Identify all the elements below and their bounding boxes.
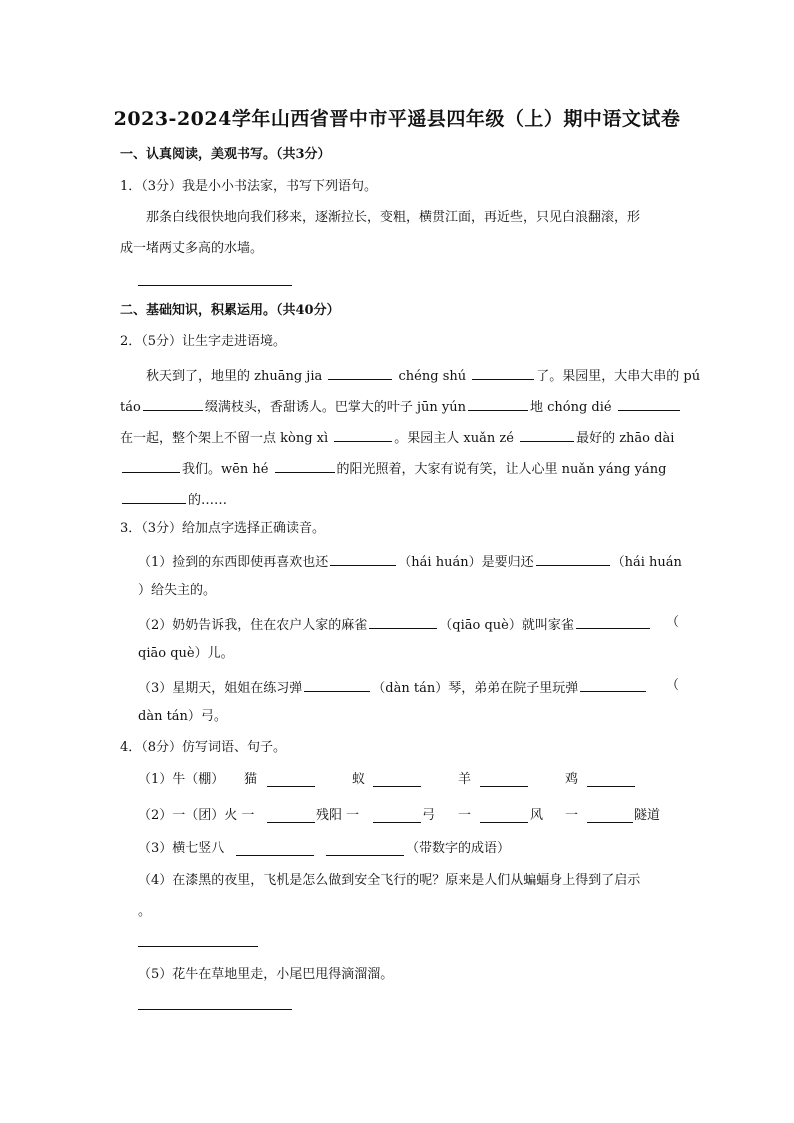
- q2-text: 最好的 zhāo dài: [576, 431, 675, 446]
- blank-que1[interactable]: [369, 614, 437, 629]
- q4-r1-cat: 猫: [244, 772, 258, 787]
- blank-tan2[interactable]: [580, 677, 646, 692]
- blank-yi3[interactable]: [480, 822, 528, 823]
- q4-r4-line1: （4）在漆黑的夜里，飞机是怎么做到安全飞行的呢？原来是人们从蝙蝠身上得到了启示: [138, 873, 641, 888]
- blank-sheep[interactable]: [480, 786, 528, 787]
- q3-text: （hái huán: [611, 555, 682, 570]
- q3-s1-line1: [138, 551, 682, 572]
- q2-stem: 2．（5分）让生字走进语境。: [120, 334, 287, 349]
- section-1-heading: 一、认真阅读，美观书写。（共3分）: [120, 147, 331, 162]
- q3-text: （3）星期天，姐姐在练习弹: [138, 681, 303, 696]
- q2-text: 在一起，整个架上不留一点 kòng xì: [120, 431, 329, 446]
- blank-chengshu[interactable]: [472, 365, 534, 380]
- blank-idiom2[interactable]: [326, 855, 404, 856]
- q2-line3: [120, 427, 674, 448]
- q2-text: 缀满枝头，香甜诱人。巴掌大的叶子 jūn yún: [204, 400, 466, 415]
- blank-zhaodai[interactable]: [122, 458, 180, 473]
- q2-text: 。果园主人 xuǎn zé: [394, 431, 514, 446]
- q2-line4: [120, 458, 666, 479]
- q3-text: （1）捡到的东西即使再喜欢也还: [138, 555, 329, 570]
- blank-ant[interactable]: [373, 786, 421, 787]
- blank-cat[interactable]: [267, 786, 315, 787]
- q4-r1-label: （1）牛（棚）: [138, 772, 225, 787]
- blank-xuanze[interactable]: [520, 427, 574, 442]
- blank-zhuangjia[interactable]: [328, 365, 392, 380]
- q4-r2-label: （2）一（团）火 一: [138, 808, 255, 823]
- q2-text: chéng shú: [398, 369, 467, 384]
- q4-r2-canyang: 残阳 一: [316, 808, 360, 823]
- q1-text-line2: 成一堵两丈多高的水墙。: [120, 241, 264, 256]
- q1-stem: 1．（3分）我是小小书法家，书写下列语句。: [120, 179, 378, 194]
- blank-nuanyangyang[interactable]: [122, 489, 186, 504]
- q4-r5-line: （5）花牛在草地里走，小尾巴甩得滴溜溜。: [138, 967, 394, 982]
- q2-line1: [146, 365, 700, 386]
- blank-wenhe[interactable]: [275, 458, 335, 473]
- q1-answer-line[interactable]: [138, 285, 292, 286]
- q3-s2-line1: [138, 614, 680, 635]
- q3-s3-line2: dàn tán）弓。: [138, 709, 227, 724]
- q3-text: （dàn tán）琴，弟弟在院子里玩弹: [372, 681, 579, 696]
- q3-stem: 3．（3分）给加点字选择正确读音。: [120, 521, 326, 536]
- q2-text: 了。果园里，大串大串的 pú: [536, 369, 701, 384]
- blank-tan1[interactable]: [304, 677, 370, 692]
- q2-line5: [120, 489, 227, 510]
- blank-que2[interactable]: [576, 614, 650, 629]
- q4-r3-label: （3）横七竖八: [138, 841, 225, 856]
- blank-junyun[interactable]: [468, 396, 528, 411]
- exam-title: 2023-2024学年山西省晋中市平遥县四年级（上）期中语文试卷: [113, 108, 681, 130]
- q2-line2: [120, 396, 682, 417]
- q4-r5-answer-line[interactable]: [138, 1009, 292, 1010]
- q3-s1-line2: ）给失主的。: [138, 583, 217, 598]
- q4-r4-answer-line[interactable]: [138, 946, 258, 947]
- q3-text: （hái huán）是要归还: [398, 555, 534, 570]
- blank-yi2[interactable]: [373, 822, 421, 823]
- q2-text: 我们。wēn hé: [182, 462, 269, 477]
- q4-r3-note: （带数字的成语）: [406, 841, 511, 856]
- blank-yi1[interactable]: [267, 822, 315, 823]
- q4-r2-feng: 风: [530, 808, 544, 823]
- q3-s3-line1: [138, 677, 680, 698]
- blank-chongdie[interactable]: [618, 396, 680, 411]
- q3-s2-line2: qiāo què）儿。: [138, 646, 234, 661]
- q3-text: （qiāo què）就叫家雀: [439, 618, 574, 633]
- blank-kongxi[interactable]: [334, 427, 392, 442]
- q2-text: 地 chóng dié: [529, 400, 612, 415]
- q4-r2-gong: 弓: [422, 808, 436, 823]
- q2-text: 的阳光照着，大家有说有笑，让人心里 nuǎn yáng yáng: [336, 462, 667, 477]
- q2-text: 秋天到了，地里的 zhuāng jia: [146, 369, 323, 384]
- q3-text: （: [666, 678, 680, 693]
- q4-r1-sheep: 羊: [458, 772, 472, 787]
- q4-r1-ant: 蚁: [352, 772, 366, 787]
- blank-huan2[interactable]: [536, 551, 610, 566]
- q4-r2-yi3: 一: [458, 808, 472, 823]
- q3-text: （: [666, 615, 680, 630]
- blank-huan1[interactable]: [330, 551, 396, 566]
- q4-r2-suidao: 隧道: [634, 808, 661, 823]
- blank-chicken[interactable]: [587, 786, 635, 787]
- q4-stem: 4．（8分）仿写词语、句子。: [120, 740, 287, 755]
- blank-idiom1[interactable]: [236, 855, 314, 856]
- q4-r4-line2: 。: [138, 904, 152, 919]
- q1-text-line1: 那条白线很快地向我们移来，逐渐拉长，变粗，横贯江面，再近些，只见白浪翻滚，形: [146, 210, 641, 225]
- blank-putao[interactable]: [143, 396, 203, 411]
- blank-yi4[interactable]: [587, 822, 633, 823]
- q2-text: táo: [120, 400, 141, 415]
- q4-r1-chicken: 鸡: [565, 772, 579, 787]
- q2-text: 的……: [188, 493, 228, 508]
- q3-text: （2）奶奶告诉我，住在农户人家的麻雀: [138, 618, 368, 633]
- q4-r2-yi4: 一: [565, 808, 579, 823]
- section-2-heading: 二、基础知识，积累运用。（共40分）: [120, 303, 340, 318]
